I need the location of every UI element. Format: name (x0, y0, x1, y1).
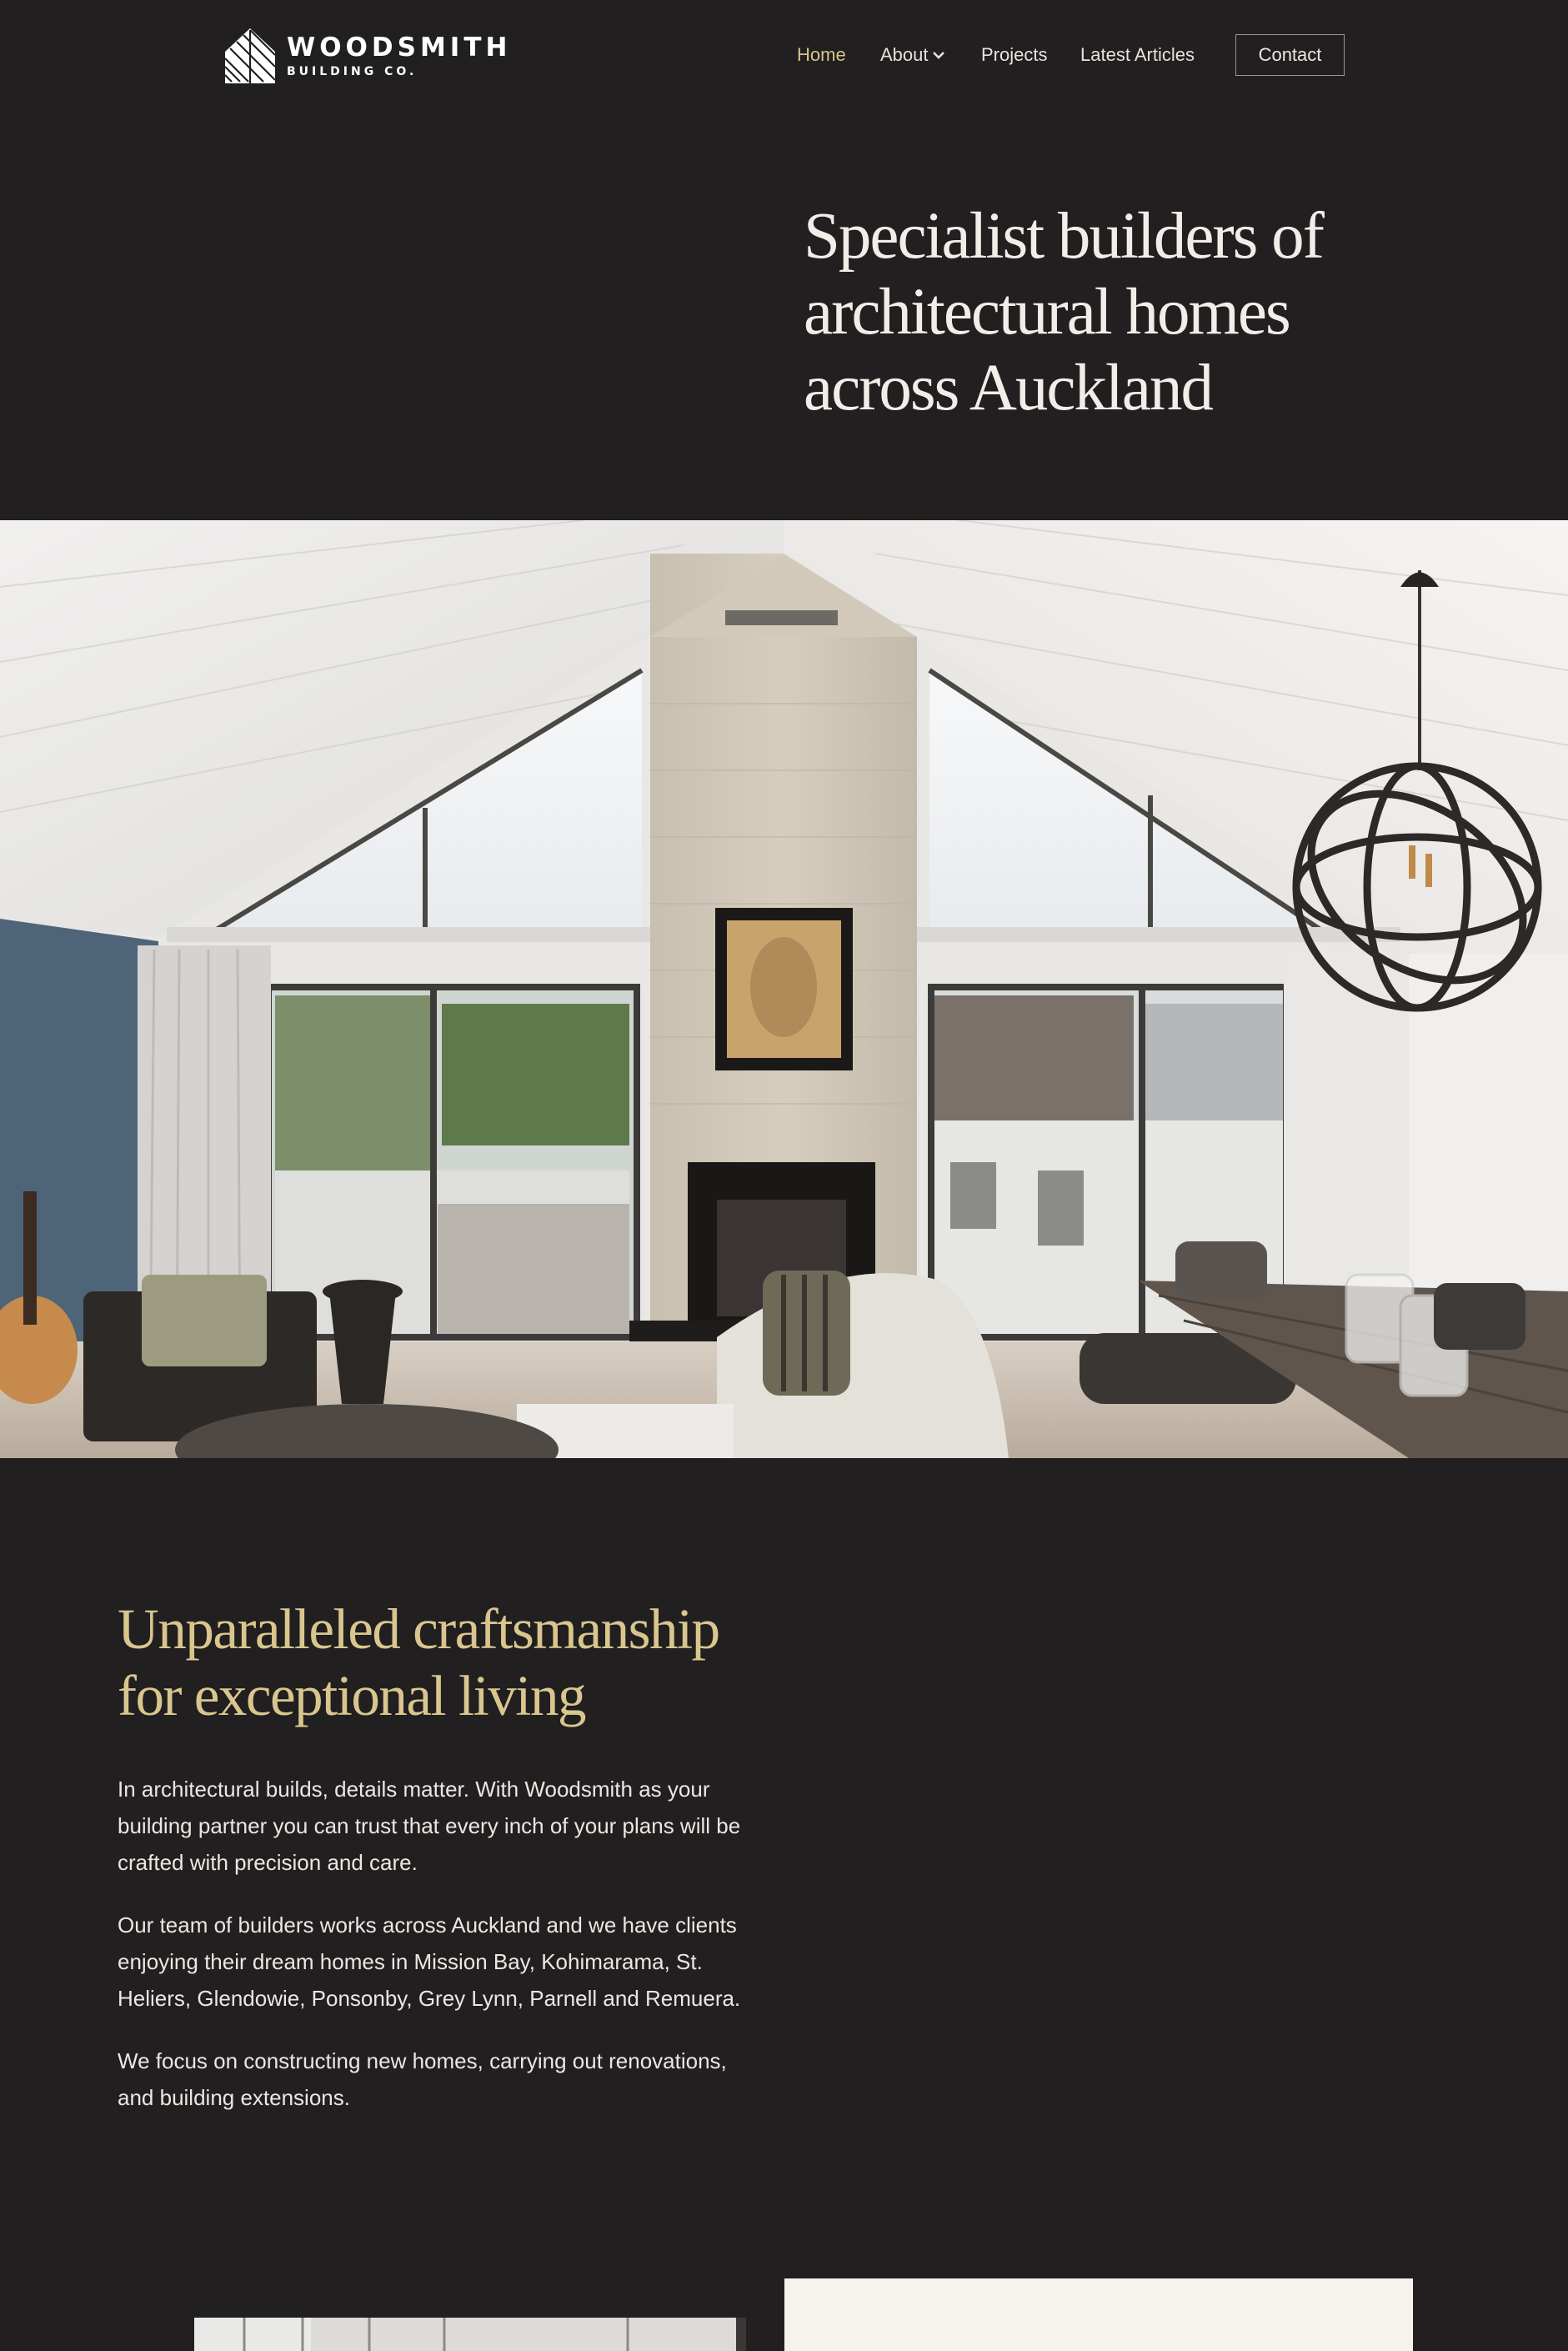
intro-heading-line: Unparalleled craftsmanship (118, 1597, 719, 1661)
living-room-photo (0, 520, 1568, 1458)
nav-home[interactable]: Home (797, 44, 846, 65)
contact-button[interactable]: Contact (1235, 34, 1345, 76)
hero-title-line: across Auckland (804, 352, 1212, 424)
hero-title (804, 198, 1437, 426)
project-thumbnail[interactable] (194, 2318, 746, 2351)
intro-paragraph: We focus on constructing new homes, carrying out renovations, and building extensions. (118, 2048, 727, 2110)
project-photo (194, 2318, 746, 2351)
intro-paragraph: In architectural builds, details matter. With Woodsmith as your building partner you can trust that every inch of your plans will be crafted with precision and care. (118, 1777, 741, 1875)
nav-projects[interactable]: Projects (981, 44, 1048, 65)
site-header (0, 0, 1568, 110)
intro-paragraph: Our team of builders works across Auckland and we have clients enjoying their dream homes in Mission Bay, Kohimarama, St. Heliers, Glendowie, Ponsonby, Grey Lynn, Parnell and Remuera. (118, 1912, 741, 2011)
chevron-down-icon (932, 50, 945, 60)
nav-about-label: About (880, 44, 929, 65)
hero-image (0, 520, 1568, 1458)
brand-tagline: BUILDING CO. (287, 64, 418, 78)
hero-title-line: architectural homes (804, 276, 1290, 348)
nav-latest-articles[interactable]: Latest Articles (1080, 44, 1195, 65)
feature-panel (784, 2278, 1413, 2351)
brand-name: WOODSMITH (287, 32, 512, 63)
intro-heading-line: for exceptional living (118, 1664, 585, 1727)
nav-about[interactable] (880, 34, 945, 76)
hero-title-line: Specialist builders of (804, 200, 1323, 273)
intro-heading (118, 1596, 784, 1729)
